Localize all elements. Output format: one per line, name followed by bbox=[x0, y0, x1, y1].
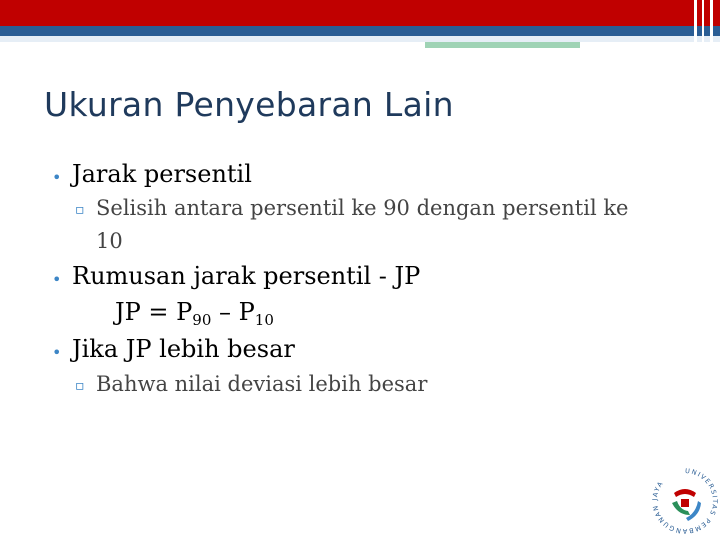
formula-jp bbox=[115, 298, 274, 329]
sub-bullet-selisih-cont: 10 bbox=[96, 229, 123, 253]
logo-ring-text: UNIVERSITAS PEMBANGUNAN JAYA bbox=[650, 466, 719, 536]
formula-lhs: JP = P bbox=[115, 298, 193, 326]
slide-title: Ukuran Penyebaran Lain bbox=[44, 85, 454, 124]
header-blue-band bbox=[0, 26, 720, 36]
header-right-decoration bbox=[690, 0, 720, 48]
header-green-strip bbox=[425, 42, 580, 48]
university-logo bbox=[650, 463, 720, 540]
bullet-jika-jp: Jika JP lebih besar bbox=[72, 335, 295, 363]
sub-bullet-marker: ▫ bbox=[75, 202, 85, 218]
bullet-dot: • bbox=[52, 270, 62, 289]
header-light-strip bbox=[0, 36, 720, 42]
bullet-dot: • bbox=[52, 168, 62, 187]
bullet-jarak-persentil: Jarak persentil bbox=[72, 160, 252, 188]
logo-emblem bbox=[672, 489, 701, 521]
sub-bullet-selisih: Selisih antara persentil ke 90 dengan persentil ke bbox=[96, 196, 629, 220]
sub-bullet-bahwa: Bahwa nilai deviasi lebih besar bbox=[96, 372, 428, 396]
formula-sub-90: 90 bbox=[192, 311, 212, 329]
formula-sub-10: 10 bbox=[254, 311, 274, 329]
bullet-rumusan: Rumusan jarak persentil - JP bbox=[72, 262, 421, 290]
bullet-dot: • bbox=[52, 343, 62, 362]
sub-bullet-marker: ▫ bbox=[75, 378, 85, 394]
header-red-band bbox=[0, 0, 720, 26]
formula-mid: – P bbox=[211, 298, 255, 326]
